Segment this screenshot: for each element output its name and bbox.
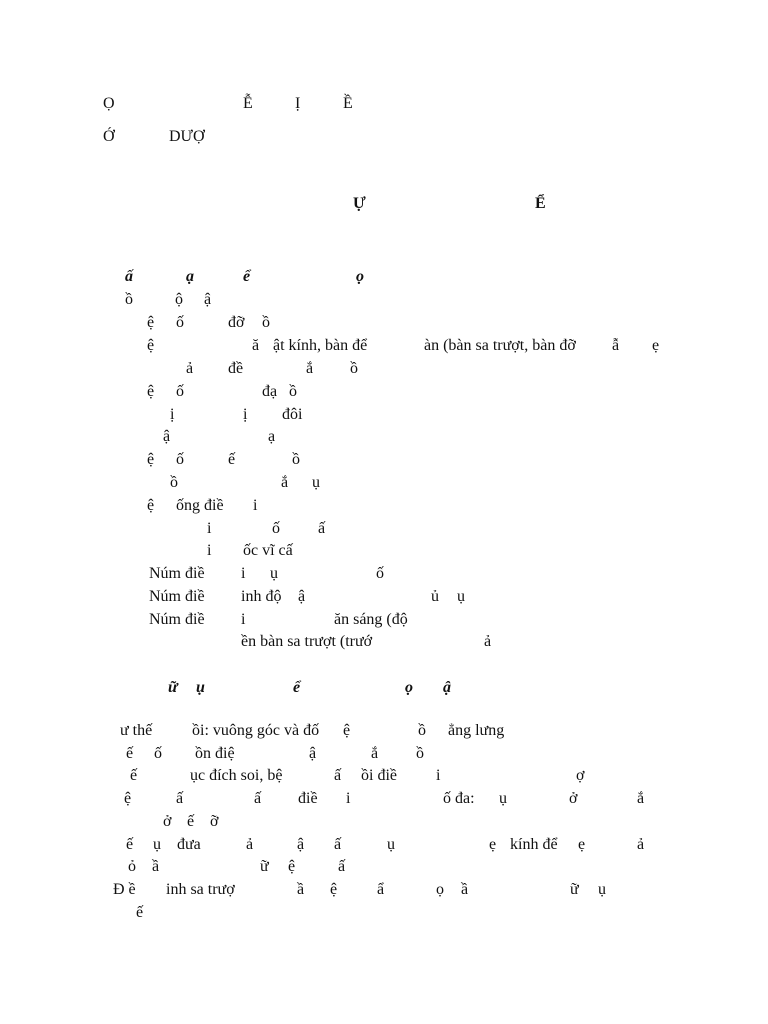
header-fragment: DƯỢ [169, 128, 205, 145]
text-fragment: ật kính, bàn để [273, 337, 368, 354]
text-fragment: ẳng lưng [448, 722, 505, 739]
header-fragment: Ễ [243, 95, 253, 112]
text-fragment: ợ [576, 767, 585, 784]
text-fragment: ạ [268, 428, 276, 445]
text-fragment: ụ [457, 588, 465, 605]
text-fragment: ắ [306, 360, 314, 377]
text-fragment: i [241, 611, 246, 628]
text-fragment: ệ [147, 451, 155, 468]
text-fragment: ệ [330, 881, 338, 898]
text-fragment: ấ [334, 836, 342, 853]
text-fragment: i [241, 565, 246, 582]
text-fragment: ụ [598, 881, 606, 898]
text-fragment: ậ [309, 745, 317, 762]
text-fragment: ấ [318, 520, 326, 537]
text-fragment: inh độ [241, 588, 282, 605]
text-fragment: ả [484, 633, 492, 650]
text-fragment: ẹ [489, 836, 497, 853]
text-fragment: ố [176, 383, 184, 400]
text-fragment: ẩ [377, 881, 385, 898]
text-fragment: ậ [297, 836, 305, 853]
text-fragment: ở [569, 790, 578, 807]
header-fragment: Ớ [103, 128, 115, 145]
text-fragment: ầ [297, 881, 305, 898]
text-fragment: ẫ [612, 337, 620, 354]
text-fragment: ả [637, 836, 645, 853]
text-fragment: ố đa: [443, 790, 475, 807]
text-fragment: ệ [124, 790, 132, 807]
heading-fragment: ọ [405, 679, 413, 696]
text-fragment: ốc vĩ cấ [243, 542, 293, 559]
text-fragment: ỡ [210, 813, 219, 830]
text-fragment: ệ [147, 337, 155, 354]
heading-fragment: ữ [168, 679, 178, 696]
text-fragment: ẹ [578, 836, 586, 853]
text-fragment: ắ [637, 790, 645, 807]
title-fragment: Ự [353, 195, 366, 212]
heading-fragment: ể [293, 679, 301, 696]
text-fragment: ọ [436, 881, 444, 898]
heading-fragment: ạ [186, 268, 194, 285]
text-fragment: kính để [510, 836, 558, 853]
text-fragment: ấ [334, 767, 342, 784]
text-fragment: ấ [254, 790, 262, 807]
text-fragment: ấ [338, 858, 346, 875]
text-fragment: đề [228, 360, 244, 377]
heading-fragment: ấ [125, 268, 133, 285]
text-fragment: ồ [262, 314, 270, 331]
text-fragment: ố [154, 745, 162, 762]
heading-fragment: ọ [356, 268, 364, 285]
heading-fragment: ể [243, 268, 251, 285]
title-fragment: Ể [535, 195, 546, 212]
text-fragment: ở [163, 813, 172, 830]
text-fragment: ố [272, 520, 280, 537]
text-fragment: ế [126, 745, 134, 762]
heading-fragment: ậ [443, 679, 451, 696]
text-fragment: i [346, 790, 351, 807]
text-fragment: ắ [371, 745, 379, 762]
text-fragment: điề [298, 790, 318, 807]
heading-fragment: ụ [196, 679, 205, 696]
text-fragment: ồ [125, 291, 133, 308]
text-fragment: ống điề [176, 497, 224, 514]
text-fragment: ủ [431, 588, 439, 605]
text-fragment: Núm điề [149, 588, 205, 605]
text-fragment: ậ [204, 291, 212, 308]
text-fragment: i [253, 497, 258, 514]
text-fragment: ế [130, 767, 138, 784]
text-fragment: ệ [343, 722, 351, 739]
text-fragment: ục đích soi, bệ [190, 767, 283, 784]
text-fragment: ầ [461, 881, 469, 898]
text-fragment: àn (bàn sa trượt, bàn đỡ [424, 337, 576, 354]
text-fragment: đạ [262, 383, 278, 400]
text-fragment: ố [376, 565, 384, 582]
text-fragment: ắ [281, 474, 289, 491]
text-fragment: ồ [170, 474, 178, 491]
text-fragment: i [436, 767, 441, 784]
header-fragment: Ề [343, 95, 353, 112]
text-fragment: Núm điề [149, 565, 205, 582]
text-fragment: ố [176, 451, 184, 468]
text-fragment: ộ [175, 291, 183, 308]
text-fragment: ấ [176, 790, 184, 807]
text-fragment: ệ [288, 858, 296, 875]
text-fragment: ẹ [652, 337, 660, 354]
text-fragment: ả [246, 836, 254, 853]
text-fragment: ụ [153, 836, 161, 853]
text-fragment: Đ ề [113, 881, 136, 898]
text-fragment: ồ [416, 745, 424, 762]
text-fragment: ụ [499, 790, 507, 807]
text-fragment: ế [126, 836, 134, 853]
text-fragment: ă [252, 337, 260, 354]
text-fragment: ồi điề [361, 767, 397, 784]
text-fragment: đưa [177, 836, 201, 853]
header-fragment: Ị [295, 95, 301, 112]
text-fragment: ế [136, 904, 144, 921]
text-fragment: ệ [147, 314, 155, 331]
text-fragment: ữ [570, 881, 579, 898]
text-fragment: ị [243, 406, 248, 423]
text-fragment: ụ [387, 836, 395, 853]
text-fragment: ồ [418, 722, 426, 739]
text-fragment: ậ [163, 428, 171, 445]
header-fragment: Ọ [103, 95, 115, 112]
text-fragment: i [207, 542, 212, 559]
text-fragment: ền bàn sa trượt (trướ [241, 633, 373, 650]
text-fragment: đôi [282, 406, 303, 423]
text-fragment: ệ [147, 497, 155, 514]
text-fragment: inh sa trượ [166, 881, 235, 898]
text-fragment: ế [228, 451, 236, 468]
text-fragment: Núm điề [149, 611, 205, 628]
text-fragment: ế [187, 813, 195, 830]
text-fragment: ố [176, 314, 184, 331]
text-fragment: ồ [292, 451, 300, 468]
text-fragment: ư thế [120, 722, 153, 739]
text-fragment: ụ [312, 474, 320, 491]
text-fragment: đỡ [228, 314, 245, 331]
text-fragment: i [207, 520, 212, 537]
text-fragment: ụ [270, 565, 278, 582]
text-fragment: ỏ [128, 858, 136, 875]
text-fragment: ầ [152, 858, 160, 875]
text-fragment: ồ [289, 383, 297, 400]
text-fragment: ồi: vuông góc và đố [192, 722, 320, 739]
text-fragment: ồn điệ [195, 745, 235, 762]
text-fragment: ả [186, 360, 194, 377]
text-fragment: ị [170, 406, 175, 423]
text-fragment: ậ [298, 588, 306, 605]
text-fragment: ữ [260, 858, 269, 875]
text-fragment: ồ [350, 360, 358, 377]
text-fragment: ăn sáng (độ [334, 611, 408, 628]
text-fragment: ệ [147, 383, 155, 400]
